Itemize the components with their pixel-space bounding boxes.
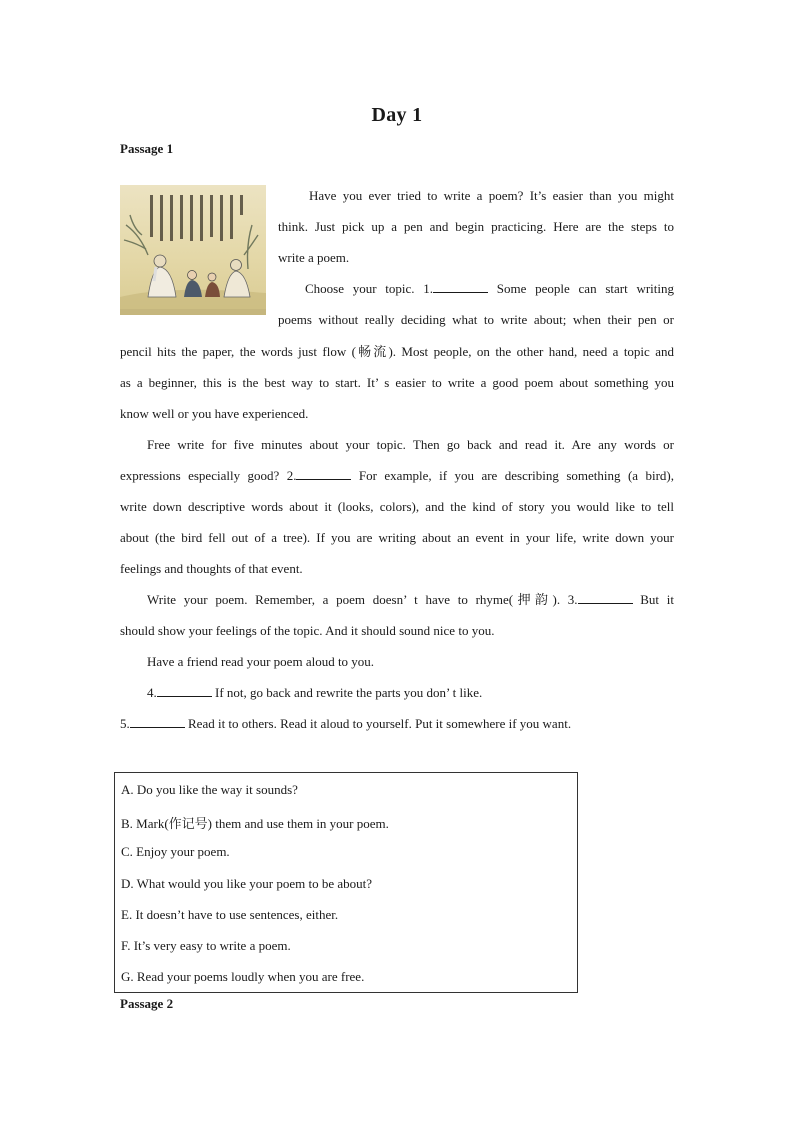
intro-paragraph — [278, 180, 674, 335]
step-4-number: 4. — [147, 685, 157, 700]
free-text: expressions especially good? 2. — [120, 468, 297, 483]
option-b: B. Mark(作记号) them and use them in your poem. — [121, 816, 389, 831]
topic-line — [278, 273, 674, 304]
free-line: Free write for five minutes about your topic. Then go back and read it. Are any words or — [147, 437, 674, 452]
step-4-line — [120, 677, 674, 708]
option-f: F. It’s very easy to write a poem. — [121, 938, 291, 953]
write-line — [120, 584, 674, 615]
answer-blank-4[interactable] — [157, 684, 212, 697]
option-e: E. It doesn’t have to use sentences, either. — [121, 907, 339, 922]
option-g: G. Read your poems loudly when you are free. — [121, 969, 365, 984]
topic-text: Some people can start writing — [496, 281, 674, 296]
write-line: should show your feelings of the topic. And it should sound nice to you. — [120, 623, 495, 638]
option-a: A. Do you like the way it sounds? — [121, 782, 298, 797]
free-line: about (the bird fell out of a tree). If you are writing about an event in your life, write down your — [120, 530, 674, 545]
step-5-number: 5. — [120, 716, 130, 731]
topic-line: pencil hits the paper, the words just flow (畅流). Most people, on the other hand, need a topic and — [120, 344, 674, 359]
answer-blank-5[interactable] — [130, 715, 185, 728]
free-line — [120, 460, 674, 491]
free-line: write down descriptive words about it (looks, colors), and the kind of story you would like to tell — [120, 499, 674, 514]
write-text: But it — [640, 592, 674, 607]
answer-options-box — [114, 772, 578, 993]
topic-line: poems without really deciding what to write about; when their pen or — [278, 312, 674, 327]
topic-line: know well or you have experienced. — [120, 406, 309, 421]
passage-1-label: Passage 1 — [120, 141, 174, 156]
intro-line: think. Just pick up a pen and begin practicing. Here are the steps to — [278, 219, 674, 234]
free-text: For example, if you are describing something (a bird), — [358, 468, 674, 483]
answer-blank-3[interactable] — [578, 591, 633, 604]
page-title: Day 1 — [371, 104, 423, 126]
answer-blank-2[interactable] — [296, 467, 351, 480]
answer-blank-1[interactable] — [433, 280, 488, 293]
free-line: feelings and thoughts of that event. — [120, 561, 303, 576]
friend-line: Have a friend read your poem aloud to you. — [147, 654, 375, 669]
poem-illustration-icon — [120, 185, 266, 315]
write-text: Write your poem. Remember, a poem doesn’ t have to rhyme(押韵). 3. — [147, 592, 578, 607]
intro-line: Have you ever tried to write a poem? It’s easier than you might — [309, 188, 674, 203]
step-5-text: Read it to others. Read it aloud to yourself. Put it somewhere if you want. — [188, 716, 572, 731]
topic-paragraph-cont — [120, 336, 674, 739]
step-5-line — [120, 708, 674, 739]
passage-2-label: Passage 2 — [120, 996, 174, 1011]
step-4-text: If not, go back and rewrite the parts you don’ t like. — [215, 685, 483, 700]
option-c: C. Enjoy your poem. — [121, 844, 230, 859]
intro-line: write a poem. — [278, 250, 350, 265]
topic-line: as a beginner, this is the best way to start. It’ s easier to write a good poem about something you — [120, 375, 674, 390]
topic-text: Choose your topic. 1. — [305, 281, 434, 296]
option-d: D. What would you like your poem to be about? — [121, 876, 373, 891]
